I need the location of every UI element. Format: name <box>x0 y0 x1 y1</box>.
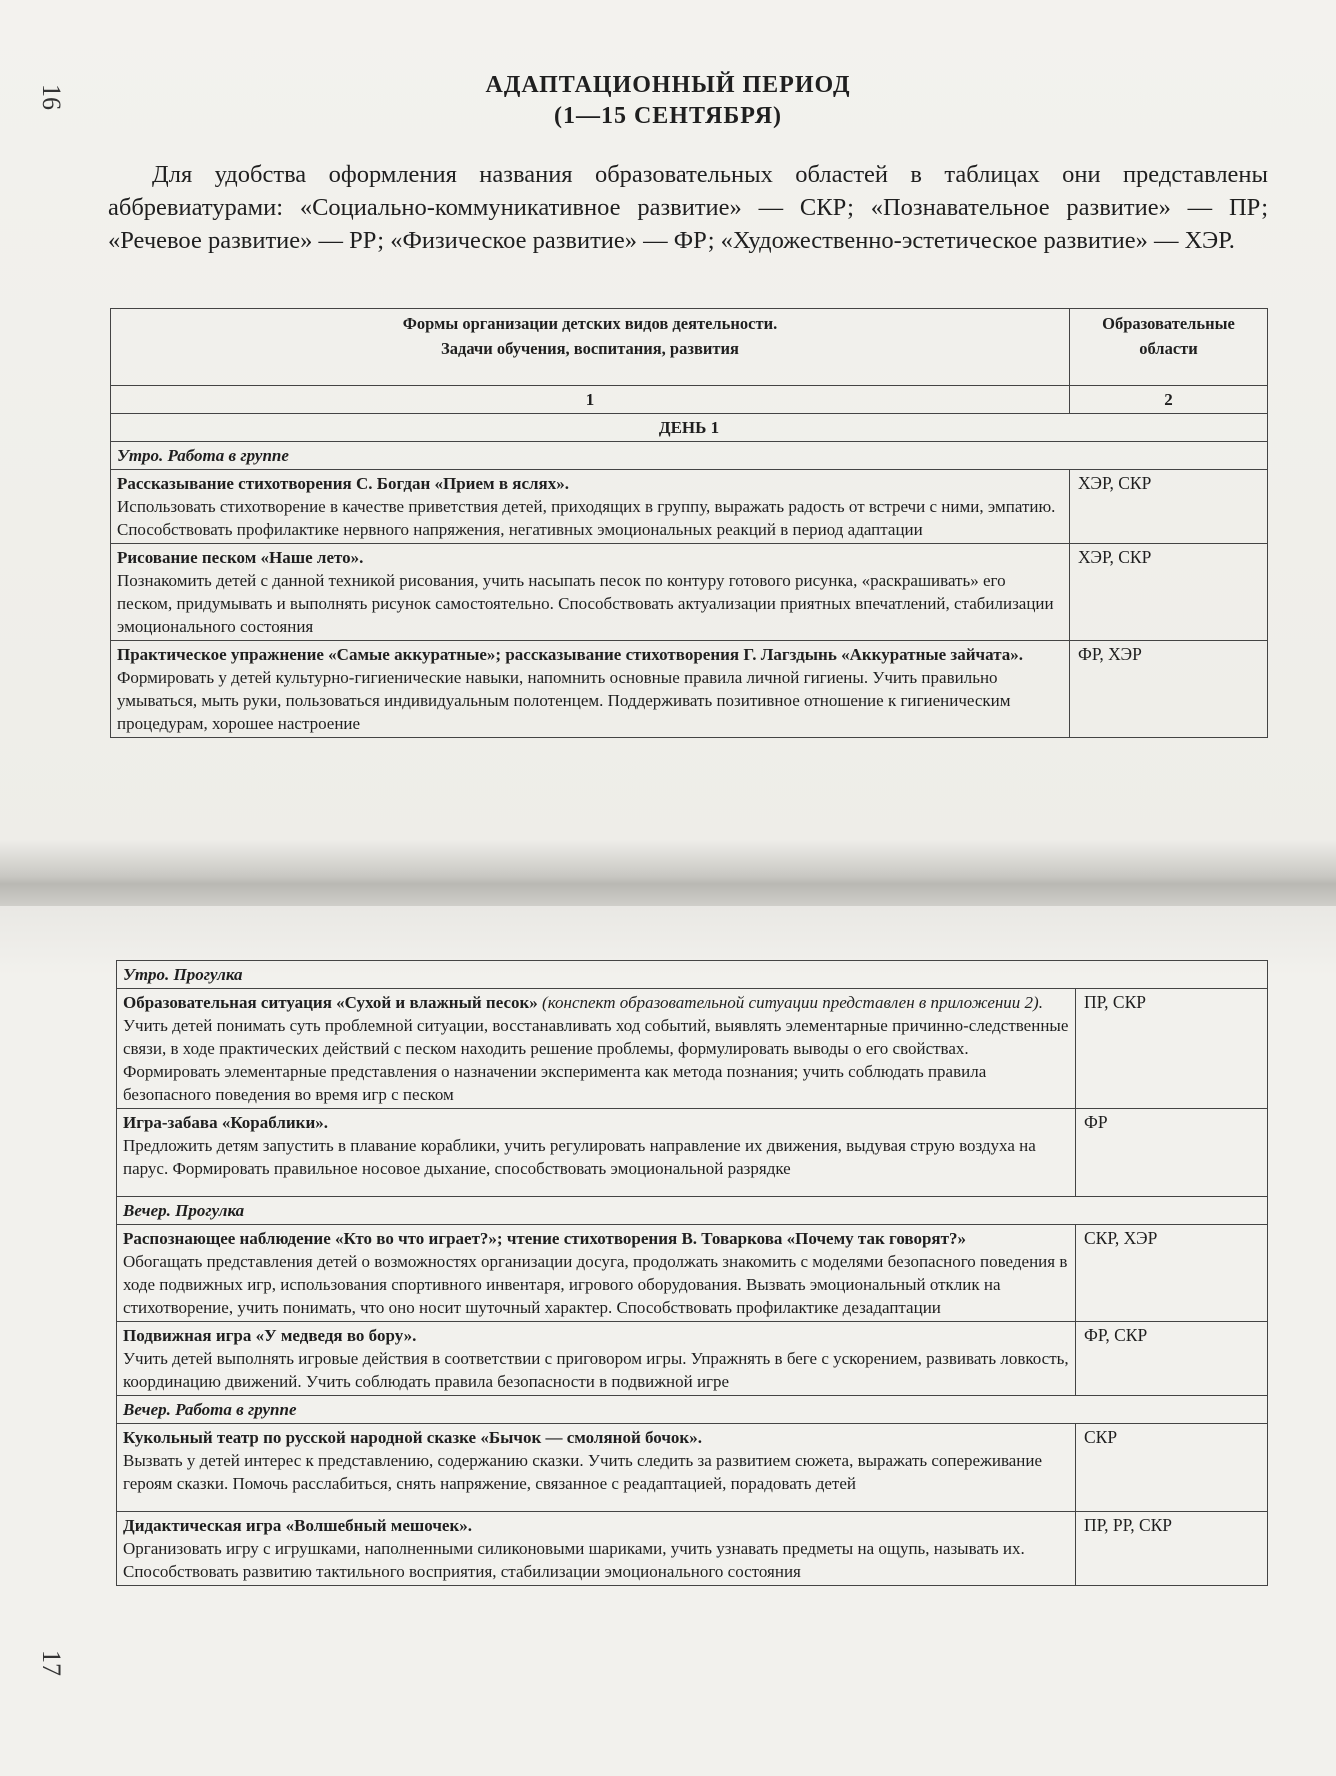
activity-areas: ФР, ХЭР <box>1070 641 1268 738</box>
table-header <box>111 309 1268 386</box>
section-label: Вечер. Работа в группе <box>117 1396 1268 1424</box>
column-number-1: 1 <box>111 386 1070 414</box>
section-row <box>117 1197 1268 1225</box>
table-row <box>117 1322 1268 1396</box>
activity-areas: СКР, ХЭР <box>1076 1225 1268 1322</box>
header-col1-line1: Формы организации детских видов деятельности. <box>402 314 778 333</box>
activity-areas: ФР <box>1076 1109 1268 1197</box>
activity-title: Рисование песком «Наше лето». <box>117 548 364 567</box>
activity-note: (конспект образовательной ситуации представлен в приложении 2). <box>542 993 1043 1012</box>
table-row <box>117 989 1268 1109</box>
activity-text: Обогащать представления детей о возможностях организации досуга, продолжать знакомить с моделями безопасного поведения в ходе подвижных игр, использования спортивного инвентаря, игрового оборудования. Вызвать эмоциональный отклик на стихотворение, учить понимать, что оно носит шуточный характер. Способствовать профилактике дезадаптации <box>123 1252 1068 1317</box>
activity-table-continued <box>116 960 1268 1586</box>
activity-title: Образовательная ситуация «Сухой и влажный песок» <box>123 993 538 1012</box>
activity-title: Практическое упражнение «Самые аккуратные»; рассказывание стихотворения Г. Лагздынь «Аккуратные зайчата». <box>117 645 1024 664</box>
page-16 <box>0 0 1336 868</box>
column-number-2: 2 <box>1070 386 1268 414</box>
table-row <box>117 1424 1268 1512</box>
activity-title: Подвижная игра «У медведя во бору». <box>123 1326 417 1345</box>
activity-title: Игра-забава «Кораблики». <box>123 1113 329 1132</box>
activity-text: Учить детей выполнять игровые действия в соответствии с приговором игры. Упражнять в беге с ускорением, развивать ловкость, координацию движений. Учить соблюдать правила безопасности в подвижной игре <box>123 1349 1069 1391</box>
intro-paragraph: Для удобства оформления названия образовательных областей в таблицах они представлены аббревиатурами: «Социально-коммуникативное развитие» — СКР; «Познавательное развитие» — ПР; «Речевое развитие» — РР; «Физическое развитие» — ФР; «Художественно-эстетическое развитие» — ХЭР. <box>108 161 1268 254</box>
activity-title: Кукольный театр по русской народной сказке «Бычок — смоляной бочок». <box>123 1428 702 1447</box>
table-row <box>117 1225 1268 1322</box>
page-number: 17 <box>37 1650 66 1676</box>
activity-table <box>110 308 1268 738</box>
section-label: Утро. Работа в группе <box>111 442 1268 470</box>
column-numbers <box>111 386 1268 414</box>
activity-areas: СКР <box>1076 1424 1268 1512</box>
activity-title: Рассказывание стихотворения С. Богдан «Прием в яслях». <box>117 474 569 493</box>
table-row <box>117 1512 1268 1586</box>
table-row <box>117 1109 1268 1197</box>
activity-text: Вызвать у детей интерес к представлению, содержанию сказки. Учить следить за развитием сюжета, выражать сопереживание героям сказки. Помочь расслабиться, снять напряжение, связанное с реадаптацией, порадовать детей <box>123 1451 1043 1493</box>
header-col1-line2: Задачи обучения, воспитания, развития <box>441 339 739 358</box>
section-row <box>117 1396 1268 1424</box>
activity-areas: ХЭР, СКР <box>1070 470 1268 544</box>
activity-areas: ХЭР, СКР <box>1070 544 1268 641</box>
section-row <box>117 961 1268 989</box>
section-row <box>111 442 1268 470</box>
table-row <box>111 544 1268 641</box>
activity-text: Учить детей понимать суть проблемной ситуации, восстанавливать ход событий, выявлять элементарные причинно-следственные связи, в ходе практических действий с песком находить решение проблемы, формулировать выводы о его свойствах. Формировать элементарные представления о назначении эксперимента как метода познания; учить соблюдать правила безопасного поведения во время игр с песком <box>123 1016 1069 1104</box>
activity-text: Формировать у детей культурно-гигиенические навыки, напомнить основные правила личной гигиены. Учить правильно умываться, мыть руки, пользоваться индивидуальным полотенцем. Поддерживать позитивное отношение к гигиеническим процедурам, хорошее настроение <box>117 668 1011 733</box>
header-col2: Образовательные области <box>1070 309 1268 386</box>
page-subtitle: (1—15 СЕНТЯБРЯ) <box>553 103 783 129</box>
day-label: ДЕНЬ 1 <box>111 414 1268 442</box>
activity-text: Организовать игру с игрушками, наполненными силиконовыми шариками, учить узнавать предметы на ощупь, называть их. Способствовать развитию тактильного восприятия, стабилизации эмоционального состояния <box>123 1539 1025 1581</box>
table-row <box>111 470 1268 544</box>
activity-text: Познакомить детей с данной техникой рисования, учить насыпать песок по контуру готового рисунка, «раскрашивать» его песком, придумывать и выполнять рисунок самостоятельно. Способствовать актуализации приятных впечатлений, стабилизации эмоционального состояния <box>117 571 1054 636</box>
page-title: АДАПТАЦИОННЫЙ ПЕРИОД <box>485 72 851 98</box>
section-label: Вечер. Прогулка <box>117 1197 1268 1225</box>
day-row <box>111 414 1268 442</box>
page-17 <box>0 906 1336 1776</box>
activity-areas: ФР, СКР <box>1076 1322 1268 1396</box>
activity-title: Распознающее наблюдение «Кто во что играет?»; чтение стихотворения В. Товаркова «Почему так говорят?» <box>123 1229 966 1248</box>
activity-text: Предложить детям запустить в плавание кораблики, учить регулировать направление их движения, выдувая струю воздуха на парус. Формировать правильное носовое дыхание, способствовать эмоциональной разрядке <box>123 1136 1036 1178</box>
section-label: Утро. Прогулка <box>117 961 1268 989</box>
table-row <box>111 641 1268 738</box>
activity-text: Использовать стихотворение в качестве приветствия детей, приходящих в группу, выражать радость от встречи с ними, эмпатию. Способствовать профилактике нервного напряжения, негативных эмоциональных реакций в период адаптации <box>117 497 1056 539</box>
activity-title: Дидактическая игра «Волшебный мешочек». <box>123 1516 472 1535</box>
page-number: 16 <box>37 84 66 110</box>
activity-areas: ПР, РР, СКР <box>1076 1512 1268 1586</box>
activity-areas: ПР, СКР <box>1076 989 1268 1109</box>
